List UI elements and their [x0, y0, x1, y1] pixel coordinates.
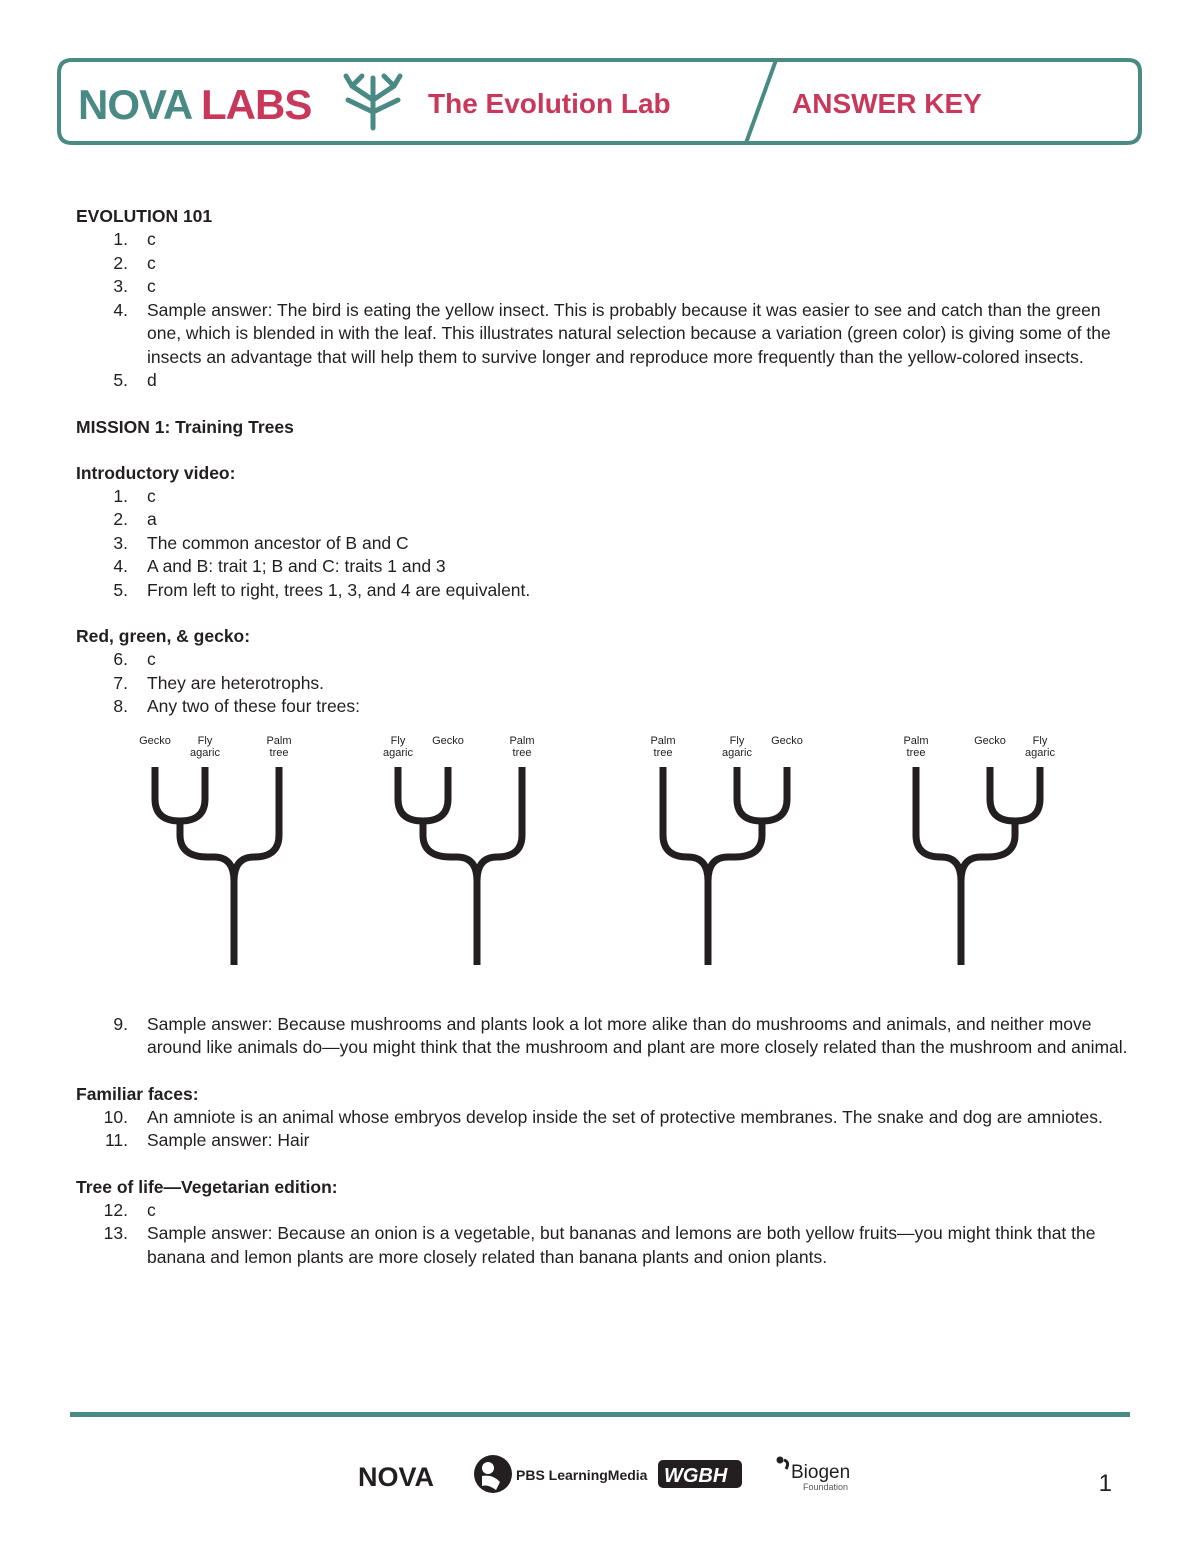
biogen-foundation-label: Foundation — [803, 1482, 849, 1492]
list-item: 2. c — [113, 252, 156, 273]
answer-key-content — [76, 204, 1136, 1269]
tree-label: agaric — [383, 747, 413, 759]
tree-label: Palm — [509, 734, 535, 747]
pbs-learningmedia-logo: PBS LearningMedia — [516, 1467, 648, 1483]
tree-label: tree — [512, 747, 532, 759]
subsection-title-redgreen: Red, green, & gecko: — [76, 626, 251, 646]
list-item: 1. c — [113, 485, 156, 506]
redgreen-list-continued — [76, 1013, 1136, 1060]
list-item: 4. Sample answer: The bird is eating the yellow insect. This is probably because it was easier to see and catch than the green one, which is blended in with the leaf. This illustrates natural selection because a variation (green color) is giving some of the insects an advantage that will help them to survive longer and reproduce more frequently than the yellow-colored insects. — [113, 299, 1111, 367]
page-number: 1 — [1098, 1470, 1112, 1497]
tree-label: Palm — [903, 734, 929, 747]
tree-diagram-4 — [880, 731, 1060, 1003]
tree-branches — [627, 731, 807, 1003]
list-item: 12. c — [103, 1199, 156, 1220]
list-item: 8. Any two of these four trees: — [113, 696, 361, 716]
tree-branches — [118, 731, 298, 1003]
list-item: 4. A and B: trait 1; B and C: traits 1 and 3 — [113, 556, 446, 576]
tree-label: Gecko — [432, 734, 464, 747]
tree-branches — [880, 731, 1060, 1003]
list-item: 3. c — [113, 276, 156, 296]
answer-key-label: ANSWER KEY — [792, 88, 982, 119]
subsection-title-treeoflife: Tree of life—Vegetarian edition: — [76, 1176, 338, 1197]
tree-label: agaric — [1025, 747, 1055, 759]
nova-logo: NOVA — [358, 1462, 435, 1492]
list-item: 10. An amniote is an animal whose embryos develop inside the set of protective membranes. The snake and dog are amniotes. — [103, 1106, 1103, 1127]
tree-label: Fly — [390, 734, 406, 747]
tree-diagram-1 — [118, 731, 298, 1003]
pbs-head-icon — [474, 1455, 512, 1493]
section-title-mission1: MISSION 1: Training Trees — [76, 416, 294, 437]
tree-label: Fly — [197, 734, 213, 747]
subsection-title-familiar: Familiar faces: — [76, 1083, 199, 1104]
header-banner — [0, 0, 1200, 160]
intro-list — [76, 485, 1136, 603]
tree-diagram-2 — [361, 731, 541, 1003]
list-item: 2. a — [113, 509, 157, 529]
list-item: 7. They are heterotrophs. — [113, 672, 325, 693]
list-item: 6. c — [113, 649, 156, 669]
tree-label: Palm — [650, 734, 676, 747]
tree-label: agaric — [190, 747, 220, 759]
tree-label: Fly — [1032, 734, 1048, 747]
tree-diagram-3 — [627, 731, 807, 1003]
tree-label: tree — [906, 747, 926, 759]
biogen-mark-icon — [777, 1457, 788, 1470]
tree-label: agaric — [722, 747, 752, 759]
redgreen-list — [76, 648, 1136, 719]
treeoflife-list — [76, 1199, 1136, 1270]
list-item: 1. c — [113, 229, 156, 249]
tree-label: Fly — [729, 734, 745, 747]
section-title-evolution101: EVOLUTION 101 — [76, 206, 213, 226]
brand-nova: NOVA — [78, 81, 193, 128]
list-item: 3. The common ancestor of B and C — [113, 532, 409, 553]
list-item: 5. d — [113, 370, 157, 390]
list-item: 5. From left to right, trees 1, 3, and 4 are equivalent. — [113, 579, 531, 600]
list-item: 13. Sample answer: Because an onion is a vegetable, but bananas and lemons are both yellow fruits—you might think that the banana and lemon plants are more closely related than banana plants and onion plants. — [103, 1223, 1096, 1267]
tree-label: tree — [269, 747, 289, 759]
tree-label: Gecko — [974, 734, 1006, 747]
lab-title: The Evolution Lab — [428, 88, 671, 119]
tree-label: tree — [653, 747, 673, 759]
list-item: 11. Sample answer: Hair — [104, 1130, 310, 1150]
brand-labs: LABS — [201, 81, 312, 128]
familiar-list — [76, 1106, 1136, 1153]
tree-diagrams — [0, 731, 1200, 1003]
wgbh-logo: WGBH — [664, 1465, 728, 1487]
tree-label: Gecko — [771, 734, 803, 747]
footer-divider — [70, 1412, 1130, 1417]
evolution101-list — [76, 228, 1136, 393]
tree-logo-icon — [346, 76, 400, 128]
subsection-title-intro: Introductory video: — [76, 462, 236, 483]
list-item: 9. Sample answer: Because mushrooms and plants look a lot more alike than do mushrooms and animals, and neither move around like animals do—you might think that the mushroom and plant are more closely related than the mushroom and animal. — [113, 1013, 1128, 1057]
biogen-logo: Biogen — [791, 1462, 851, 1483]
footer-logos — [0, 1452, 1200, 1512]
tree-branches — [361, 731, 541, 1003]
tree-label: Gecko — [139, 734, 171, 747]
tree-label: Palm — [266, 734, 292, 747]
